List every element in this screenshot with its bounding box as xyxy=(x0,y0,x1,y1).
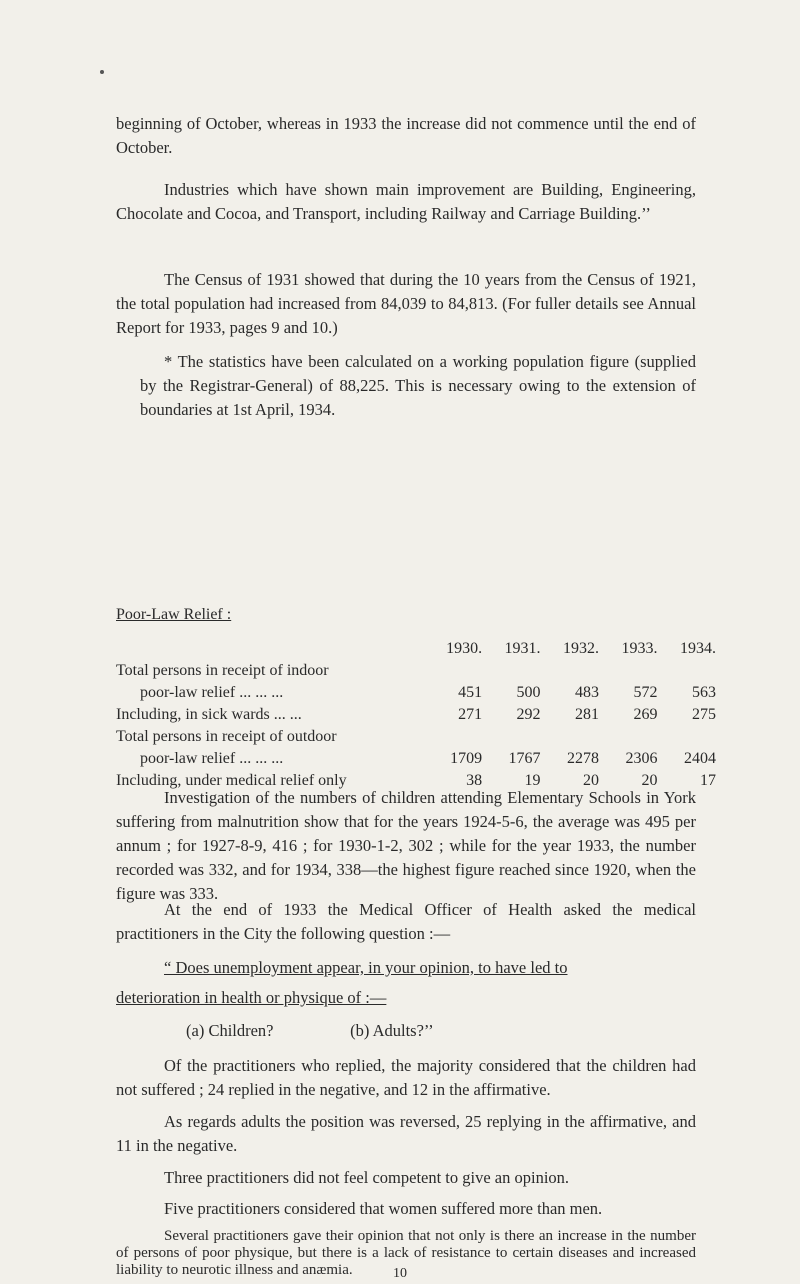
paragraph-industries: Industries which have shown main improvement are Building, Engineering, Chocolate and Cocoa, and Transport, including Railway and Carriage Building.’’ xyxy=(116,180,696,223)
year-header: 1933. xyxy=(621,640,658,657)
paragraph-resistance: Several practitioners gave their opinion that not only is there an increase in the number of persons of poor physique, but there is a lack of resistance to certain diseases and increased liability to neurotic illness and anæmia. xyxy=(116,1228,696,1278)
table-cell: 292 xyxy=(516,706,541,723)
table-cell: 281 xyxy=(575,706,599,723)
table-cell: 2306 xyxy=(625,750,658,767)
table-cell: 17 xyxy=(700,772,716,789)
table-cell: 2404 xyxy=(684,750,716,767)
table-cell: 271 xyxy=(458,706,483,723)
row-label: Including, under medical relief only xyxy=(116,772,347,789)
table-cell: 38 xyxy=(466,772,483,789)
row-label: Including, in sick wards ... ... xyxy=(116,706,302,723)
table-row xyxy=(116,658,716,680)
table-cell: 483 xyxy=(575,684,599,701)
poor-law-table xyxy=(116,636,716,790)
page-number: 10 xyxy=(393,1266,407,1281)
poor-law-heading: Poor-Law Relief : xyxy=(116,606,232,623)
table-cell: 2278 xyxy=(567,750,599,767)
paragraph-continuation: beginning of October, whereas in 1933 the increase did not commence until the end of October. xyxy=(116,114,696,157)
table-cell: 275 xyxy=(692,706,716,723)
year-header: 1930. xyxy=(446,640,483,657)
table-cell: 1767 xyxy=(508,750,541,767)
option-children: (a) Children? xyxy=(186,1021,274,1040)
table-cell: 19 xyxy=(524,772,541,789)
question-line-1: “ Does unemployment appear, in your opinion, to have led to xyxy=(164,958,568,977)
ink-speck xyxy=(100,70,104,74)
paragraph-no-opinion: Three practitioners did not feel competent to give an opinion. xyxy=(164,1168,570,1187)
row-label: poor-law relief ... ... ... xyxy=(140,750,284,767)
table-cell: 1709 xyxy=(450,750,483,767)
year-header: 1934. xyxy=(680,640,716,657)
paragraph-malnutrition: Investigation of the numbers of children attending Elementary Schools in York suffering from malnutrition show that for the years 1924-5-6, the average was 495 per annum ; for 1927-8-9, 416 ; for 1930-1-2, 302 ; while for the year 1933, the number recorded was 332, and for 1934, 338—the highest figure reached since 1920, when the figure was 333. xyxy=(116,788,696,903)
table-cell: 269 xyxy=(633,706,658,723)
paragraph-women: Five practitioners considered that women suffered more than men. xyxy=(164,1199,603,1218)
question-options xyxy=(186,1021,434,1041)
row-label: poor-law relief ... ... ... xyxy=(140,684,284,701)
table-cell: 563 xyxy=(692,684,716,701)
paragraph-adults-result: As regards adults the position was reversed, 25 replying in the affirmative, and 11 in the negative. xyxy=(116,1112,696,1155)
question-line-2: deterioration in health or physique of :— xyxy=(116,988,387,1007)
table-header-row xyxy=(116,636,716,658)
table-row xyxy=(116,746,716,768)
table-row xyxy=(116,724,716,746)
table-row xyxy=(116,702,716,724)
table-cell: 500 xyxy=(516,684,541,701)
paragraph-question-intro: At the end of 1933 the Medical Officer of Health asked the medical practitioners in the City the following question :— xyxy=(116,900,696,943)
year-header: 1932. xyxy=(563,640,599,657)
row-label: Total persons in receipt of outdoor xyxy=(116,728,337,745)
table-cell: 20 xyxy=(641,772,658,789)
table-cell: 572 xyxy=(633,684,658,701)
year-header: 1931. xyxy=(504,640,541,657)
paragraph-census: The Census of 1931 showed that during the 10 years from the Census of 1921, the total population had increased from 84,039 to 84,813. (For fuller details see Annual Report for 1933, pages 9 and 10.) xyxy=(116,270,696,337)
row-label: Total persons in receipt of indoor xyxy=(116,662,329,679)
paragraph-children-result: Of the practitioners who replied, the majority considered that the children had not suffered ; 24 replied in the negative, and 12 in the affirmative. xyxy=(116,1056,696,1099)
table-cell: 451 xyxy=(458,684,483,701)
option-adults: (b) Adults?’’ xyxy=(350,1021,434,1040)
table-row xyxy=(116,680,716,702)
table-cell: 20 xyxy=(583,772,599,789)
footnote-statistics: * The statistics have been calculated on a working population figure (supplied by the Registrar-General) of 88,225. This is necessary owing to the extension of boundaries at 1st April, 1934. xyxy=(140,352,696,419)
